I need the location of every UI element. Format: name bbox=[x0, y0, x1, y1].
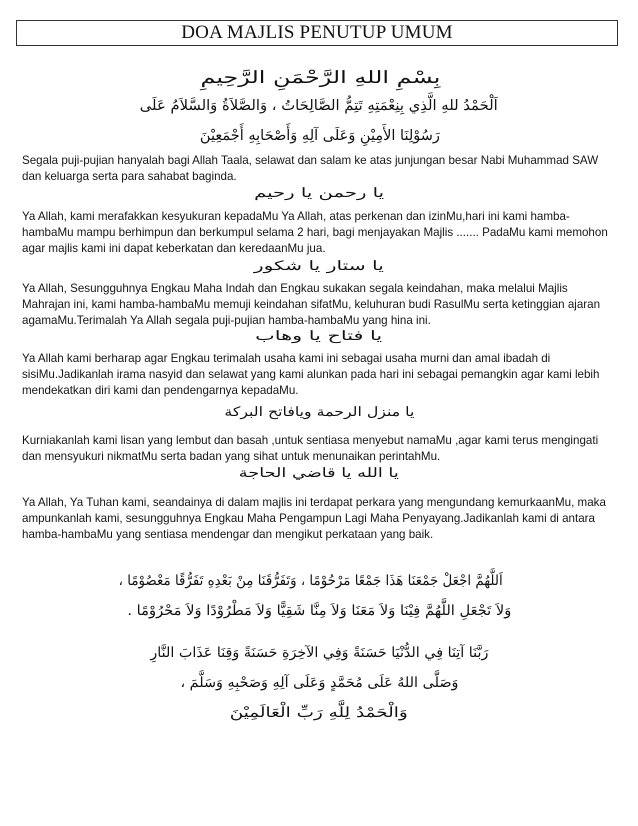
closing-arabic-line-4: وَصَلَّى اللهُ عَلَى مُحَمَّدٍ وَعَلَى آلِهِ وَصَحْبِهِ وَسَلَّمَ ، bbox=[179, 675, 458, 691]
basmalah-arabic: بِسْمِ اللهِ الرَّحْمَنِ الرَّحِيمِ bbox=[200, 68, 440, 88]
paragraph-heading-arabic: يا ستار يا شكور bbox=[254, 259, 384, 274]
paragraph-text: Kurniakanlah kami lisan yang lembut dan basah ,untuk sentiasa menyebut namaMu ,agar kami terus mengingati dan mensyukuri nikmatMu serta badan yang sihat untuk menunaikan perintahMu. bbox=[22, 434, 599, 464]
opening-arabic-line-1: اَلْحَمْدُ للهِ الَّذِي بِنِعْمَتِهِ تَتِمُّ الصَّالِحَاتُ ، وَالصَّلاَةُ وَالسَّلاَمُ عَلَى bbox=[139, 98, 498, 114]
paragraph-5 bbox=[22, 433, 618, 465]
page-title: DOA MAJLIS PENUTUP UMUM bbox=[16, 20, 618, 46]
paragraph-heading-arabic: يا منزل الرحمة ويافاتح البركة bbox=[224, 405, 414, 420]
closing-arabic-line-1: اَللَّهُمَّ اجْعَلْ جَمْعَنَا هَذَا جَمْعًا مَرْحُوْمًا ، وَتَفَرُّقَنَا مِنْ بَعْدِهِ تَفَرُّقًا مَعْصُوْمًا ، bbox=[118, 573, 503, 589]
paragraph-4 bbox=[22, 351, 618, 400]
paragraph-text: Segala puji-pujian hanyalah bagi Allah Taala, selawat dan salam ke atas junjungan besar Nabi Muhammad SAW dan keluarga serta para sahabat baginda. bbox=[22, 154, 599, 184]
paragraph-heading-arabic: يا رحمن يا رحيم bbox=[253, 186, 384, 201]
closing-arabic-line-2: وَلاَ تَجْعَلِ اللَّهُمَّ فِيْنَا وَلاَ مَعَنَا وَلاَ مِنَّا شَقِيًّا وَلاَ مَطْرُوْدًا وَلاَ مَحْرُوْمًا . bbox=[126, 603, 511, 619]
paragraph-6 bbox=[22, 495, 618, 544]
paragraph-2 bbox=[22, 209, 618, 258]
opening-arabic-line-2: رَسُوْلِنَا الأَمِيْنِ وَعَلَى آلِهِ وَأَصْحَابِهِ أَجْمَعِيْنَ bbox=[199, 128, 440, 144]
paragraph-text: Ya Allah, Ya Tuhan kami, seandainya di dalam majlis ini terdapat perkara yang mengundang kemurkaanMu, maka ampunkanlah kami, sesungguhnya Engkau Maha Pengampun Lagi Maha Penyayang.Jadikanlah kami di antara hamba-hambaMu yang sentiasa mendengar dan mengikut perkataan yang baik. bbox=[22, 496, 606, 542]
closing-arabic-line-5: وَالْحَمْدُ لِلَّهِ رَبِّ الْعَالَمِيْنَ bbox=[229, 705, 408, 721]
paragraph-heading-arabic: يا فتاح يا وهاب bbox=[255, 329, 383, 344]
paragraph-text: Ya Allah kami berharap agar Engkau terimalah usaha kami ini sebagai usaha murni dan amal ibadah di sisiMu.Jadikanlah irama nasyid dan selawat yang kami alunkan pada hari ini sebagai pemangkin agar kami lebih mendekatkan diri kami dan pendengarnya kepadaMu. bbox=[22, 352, 600, 398]
paragraph-heading-arabic: يا الله يا قاضي الحاجة bbox=[238, 466, 399, 481]
closing-arabic-line-3: رَبَّنَا آتِنَا فِي الدُّنْيَا حَسَنَةً وَفِي الآخِرَةِ حَسَنَةً وَقِنَا عَذَابَ النَّارِ bbox=[149, 645, 488, 661]
paragraph-text: Ya Allah, kami merafakkan kesyukuran kepadaMu Ya Allah, atas perkenan dan izinMu,hari ini kami hamba-hambaMu mampu berhimpun dan berkumpul selama 2 hari, bagi menjayakan Majlis ....... PadaMu kami memohon agar majlis kami ini dapat keberkatan dan keredaanMu jua. bbox=[22, 210, 608, 256]
paragraph-text: Ya Allah, Sesungguhnya Engkau Maha Indah dan Engkau sukakan segala keindahan, maka melalui Majlis Mahrajan ini, kami hamba-hambaMu memuji keindahan sifatMu, keluhuran budi RasulMu serta ketinggian ajaran agamaMu.Terimalah Ya Allah segala puji-pujian hamba-hambaMu yang hina ini. bbox=[22, 282, 601, 328]
paragraph-3 bbox=[22, 281, 618, 330]
paragraph-1 bbox=[22, 153, 618, 185]
